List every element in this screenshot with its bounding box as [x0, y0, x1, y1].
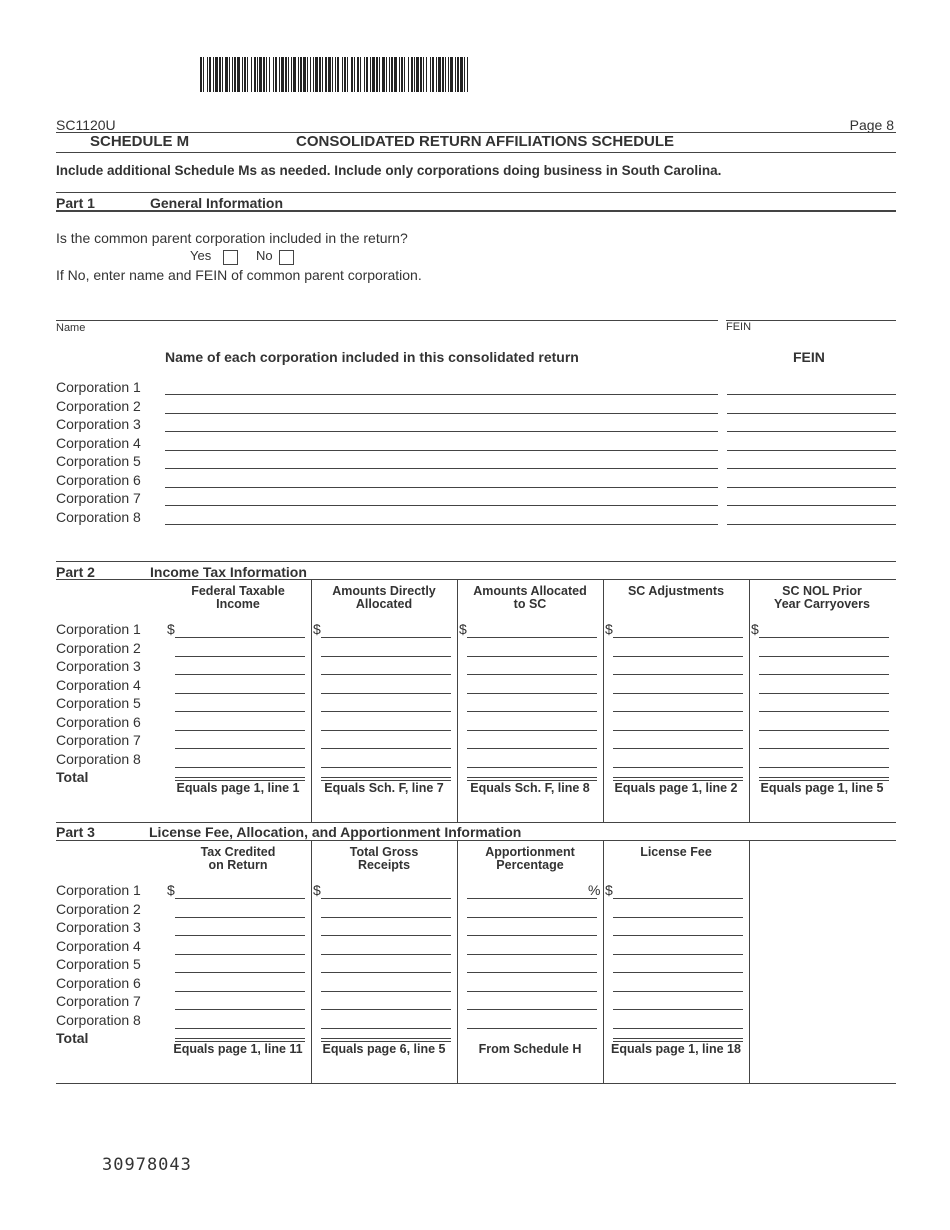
barcode-bar [357, 57, 359, 92]
barcode-bar [335, 57, 336, 92]
amount-line[interactable] [321, 656, 451, 657]
column-header-line1: Tax Credited [200, 845, 276, 859]
barcode-bar [213, 57, 214, 92]
column-header-line1: Total Gross [349, 845, 419, 859]
barcode-bar [460, 57, 463, 92]
corporation-label: Corporation 6 [56, 713, 141, 730]
barcode-bar [455, 57, 456, 92]
column-header-line2: on Return [208, 858, 268, 872]
corporation-name-line[interactable] [165, 524, 718, 525]
corporation-fein-line[interactable] [727, 468, 896, 469]
barcode-bar [404, 57, 405, 92]
amount-line[interactable] [321, 693, 451, 694]
barcode-bar [288, 57, 289, 92]
barcode-bar [386, 57, 387, 92]
corporation-fein-line[interactable] [727, 394, 896, 395]
barcode-bar [423, 57, 424, 92]
corporation-label: Corporation 3 [56, 658, 141, 674]
part1-label: Part 1 [56, 195, 95, 211]
amount-line[interactable] [613, 693, 743, 694]
barcode-bar [269, 57, 270, 92]
schedule-title: CONSOLIDATED RETURN AFFILIATIONS SCHEDULE [296, 133, 675, 150]
amount-line[interactable] [613, 898, 743, 899]
barcode-bar [467, 57, 468, 92]
corp-list-heading: Name of each corporation included in this consolidated return [165, 349, 579, 365]
amount-line[interactable] [613, 972, 743, 973]
barcode-bar [279, 57, 280, 92]
barcode-bar [203, 57, 204, 92]
header-bottom-rule [56, 152, 896, 153]
total-line[interactable] [175, 1038, 305, 1039]
barcode-bar [391, 57, 393, 92]
barcode-bar [298, 57, 299, 92]
barcode-bar [351, 57, 353, 92]
barcode-bar [347, 57, 348, 92]
barcode-bar [319, 57, 321, 92]
barcode-bar [426, 57, 427, 92]
amount-line[interactable] [321, 1028, 451, 1029]
barcode-bar [372, 57, 375, 92]
barcode-bar [215, 57, 218, 92]
dollar-sign: $ [751, 621, 759, 637]
barcode-bar [370, 57, 371, 92]
amount-line[interactable] [175, 693, 305, 694]
amount-line[interactable] [759, 730, 889, 731]
corporation-label: Corporation 8 [56, 750, 141, 767]
amount-line[interactable] [175, 1009, 305, 1010]
barcode-bar [376, 57, 378, 92]
total-line[interactable] [175, 777, 305, 778]
column-footnote: Equals Sch. F, line 8 [470, 781, 590, 795]
part3-bottom-rule [56, 1083, 896, 1084]
barcode-bar [300, 57, 302, 92]
barcode-bar [303, 57, 306, 92]
barcode-bar [225, 57, 228, 92]
barcode-bar [411, 57, 413, 92]
corporation-label: Corporation 1 [56, 379, 141, 395]
instruction-text: Include additional Schedule Ms as needed. Include only corporations doing business in South Carolina. [56, 163, 722, 178]
corporation-name-line[interactable] [165, 505, 718, 506]
amount-line[interactable] [759, 748, 889, 749]
amount-line[interactable] [321, 1009, 451, 1010]
amount-line[interactable] [467, 693, 597, 694]
corporation-label: Corporation 8 [56, 508, 141, 525]
form-id: SC1120U [56, 117, 116, 133]
barcode-bar [364, 57, 365, 92]
total-line[interactable] [613, 777, 743, 778]
part1-top-rule [56, 192, 896, 193]
amount-line[interactable] [321, 674, 451, 675]
column-header-line2: Income [216, 597, 260, 611]
page-number: Page 8 [849, 117, 894, 133]
barcode-bar [401, 57, 403, 92]
total-line[interactable] [321, 777, 451, 778]
amount-line[interactable] [175, 656, 305, 657]
corporation-label: Corporation 5 [56, 453, 141, 469]
amount-line[interactable] [759, 711, 889, 712]
amount-line[interactable] [175, 898, 305, 899]
amount-line[interactable] [613, 656, 743, 657]
dollar-sign: $ [605, 882, 613, 898]
corporation-label: Corporation 5 [56, 695, 141, 711]
amount-line[interactable] [467, 767, 597, 768]
column-footnote: Equals page 1, line 2 [614, 781, 738, 795]
amount-line[interactable] [467, 991, 597, 992]
column-footnote: From Schedule H [478, 1042, 582, 1056]
part3-header-rule [56, 840, 896, 841]
dollar-sign: $ [313, 621, 321, 637]
amount-line[interactable] [467, 1028, 597, 1029]
no-checkbox[interactable] [279, 250, 294, 265]
if-no-text: If No, enter name and FEIN of common parent corporation. [56, 267, 422, 283]
barcode-bar [457, 57, 459, 92]
amount-line[interactable] [759, 656, 889, 657]
barcode-bar [232, 57, 233, 92]
column-footnote: Equals page 1, line 1 [176, 781, 300, 795]
corporation-label: Corporation 7 [56, 732, 141, 748]
part1-title: General Information [150, 195, 284, 211]
barcode-bar [414, 57, 415, 92]
barcode-bar [389, 57, 390, 92]
parent-question: Is the common parent corporation included in the return? [56, 230, 408, 246]
amount-line[interactable] [321, 711, 451, 712]
part3-label: Part 3 [56, 824, 95, 840]
part2-title: Income Tax Information [150, 564, 307, 580]
barcode-bar [420, 57, 422, 92]
barcode-bar [442, 57, 444, 92]
barcode-bar [416, 57, 419, 92]
column-header-line1: SC NOL Prior [782, 584, 862, 598]
amount-line[interactable] [321, 767, 451, 768]
corporation-label: Corporation 4 [56, 937, 141, 954]
part3-title: License Fee, Allocation, and Apportionment Information [149, 824, 522, 840]
barcode [200, 57, 470, 92]
corporation-label: Corporation 2 [56, 639, 141, 656]
barcode-bar [382, 57, 385, 92]
corporation-label: Corporation 3 [56, 416, 141, 432]
total-label: Total [56, 1030, 89, 1046]
yes-label: Yes [190, 248, 212, 263]
barcode-bar [328, 57, 331, 92]
amount-line[interactable] [613, 711, 743, 712]
amount-line[interactable] [175, 711, 305, 712]
column-header-line2: to SC [513, 597, 547, 611]
amount-line[interactable] [613, 767, 743, 768]
total-label: Total [56, 769, 89, 785]
amount-line[interactable] [613, 1009, 743, 1010]
parent-name-line[interactable] [56, 320, 718, 321]
amount-line[interactable] [467, 972, 597, 973]
column-footnote: Equals page 1, line 18 [611, 1042, 741, 1056]
barcode-bar [432, 57, 434, 92]
amount-line[interactable] [175, 991, 305, 992]
barcode-bar [448, 57, 449, 92]
column-header-line1: Amounts Directly [332, 584, 436, 598]
part3-top-rule [56, 822, 896, 823]
amount-line[interactable] [175, 767, 305, 768]
amount-line[interactable] [613, 917, 743, 918]
column-header-line1: SC Adjustments [627, 584, 725, 598]
barcode-bar [254, 57, 256, 92]
dollar-sign: $ [167, 621, 175, 637]
barcode-bar [259, 57, 262, 92]
corporation-label: Corporation 1 [56, 621, 141, 637]
amount-line[interactable] [467, 917, 597, 918]
column-footnote: Equals page 1, line 5 [760, 781, 884, 795]
column-header-line2: Percentage [496, 858, 564, 872]
corporation-label: Corporation 7 [56, 993, 141, 1009]
amount-line[interactable] [759, 767, 889, 768]
amount-line[interactable] [175, 972, 305, 973]
schedule-label: SCHEDULE M [90, 133, 190, 150]
amount-line[interactable] [321, 917, 451, 918]
amount-line[interactable] [613, 935, 743, 936]
barcode-bar [237, 57, 240, 92]
amount-line[interactable] [321, 748, 451, 749]
corporation-label: Corporation 2 [56, 900, 141, 917]
corporation-label: Corporation 3 [56, 919, 141, 935]
corporation-label: Corporation 1 [56, 882, 141, 898]
dollar-sign: $ [313, 882, 321, 898]
barcode-bar [251, 57, 252, 92]
barcode-bar [234, 57, 236, 92]
barcode-bar [291, 57, 292, 92]
barcode-bar [325, 57, 327, 92]
corporation-fein-line[interactable] [727, 431, 896, 432]
corporation-fein-line[interactable] [727, 450, 896, 451]
barcode-bar [344, 57, 346, 92]
corporation-name-line[interactable] [165, 394, 718, 395]
amount-line[interactable] [321, 898, 451, 899]
amount-line[interactable] [613, 954, 743, 955]
corporation-fein-line[interactable] [727, 505, 896, 506]
barcode-bar [438, 57, 441, 92]
part2-top-rule [56, 561, 896, 562]
corporation-name-line[interactable] [165, 450, 718, 451]
total-line[interactable] [759, 777, 889, 778]
corporation-fein-line[interactable] [727, 487, 896, 488]
corporation-name-line[interactable] [165, 487, 718, 488]
percent-sign: % [588, 882, 601, 898]
amount-line[interactable] [175, 674, 305, 675]
amount-line[interactable] [321, 972, 451, 973]
column-header-line2: Allocated [355, 597, 413, 611]
barcode-bar [399, 57, 400, 92]
corporation-label: Corporation 4 [56, 676, 141, 693]
column-header-line1: Federal Taxable [191, 584, 285, 598]
header-top-rule [56, 132, 896, 133]
amount-line[interactable] [175, 1028, 305, 1029]
footer-code: 30978043 [102, 1155, 192, 1175]
dollar-sign: $ [167, 882, 175, 898]
barcode-bar [310, 57, 311, 92]
column-header-line1: Amounts Allocated [473, 584, 587, 598]
corporation-fein-line[interactable] [727, 413, 896, 414]
barcode-bar [360, 57, 361, 92]
barcode-bar [263, 57, 265, 92]
corporation-label: Corporation 4 [56, 434, 141, 451]
column-header-line2: Year Carryovers [774, 597, 870, 611]
barcode-bar [285, 57, 287, 92]
barcode-bar [207, 57, 208, 92]
barcode-bar [332, 57, 333, 92]
part2-header-rule [56, 579, 896, 580]
dollar-sign: $ [605, 621, 613, 637]
column-footnote: Equals page 6, line 5 [322, 1042, 446, 1056]
barcode-bar [436, 57, 437, 92]
barcode-bar [244, 57, 246, 92]
amount-line[interactable] [175, 954, 305, 955]
corporation-label: Corporation 6 [56, 471, 141, 488]
yes-checkbox[interactable] [223, 250, 238, 265]
barcode-bar [200, 57, 202, 92]
corporation-name-line[interactable] [165, 468, 718, 469]
corporation-name-line[interactable] [165, 413, 718, 414]
amount-line[interactable] [613, 730, 743, 731]
amount-line[interactable] [175, 637, 305, 638]
amount-line[interactable] [759, 637, 889, 638]
column-header-line1: License Fee [640, 845, 712, 859]
barcode-bar [464, 57, 465, 92]
column-header-line2: Receipts [357, 858, 411, 872]
amount-line[interactable] [467, 674, 597, 675]
amount-line[interactable] [321, 730, 451, 731]
barcode-bar [354, 57, 355, 92]
column-footnote: Equals Sch. F, line 7 [324, 781, 444, 795]
barcode-bar [273, 57, 274, 92]
amount-line[interactable] [321, 637, 451, 638]
amount-line[interactable] [175, 917, 305, 918]
column-header-line1: Apportionment [485, 845, 575, 859]
amount-line[interactable] [321, 935, 451, 936]
column-footnote: Equals page 1, line 11 [173, 1042, 303, 1056]
barcode-bar [293, 57, 296, 92]
barcode-bar [337, 57, 339, 92]
amount-line[interactable] [321, 991, 451, 992]
amount-line[interactable] [467, 898, 597, 899]
corporation-label: Corporation 7 [56, 490, 141, 506]
barcode-bar [315, 57, 318, 92]
amount-line[interactable] [759, 693, 889, 694]
amount-line[interactable] [467, 711, 597, 712]
amount-line[interactable] [467, 730, 597, 731]
barcode-bar [394, 57, 397, 92]
amount-line[interactable] [467, 748, 597, 749]
amount-line[interactable] [175, 730, 305, 731]
corporation-name-line[interactable] [165, 431, 718, 432]
column-divider [749, 840, 750, 1083]
total-line[interactable] [321, 1038, 451, 1039]
barcode-bar [209, 57, 211, 92]
fein-caption: FEIN [726, 321, 752, 333]
barcode-bar [307, 57, 308, 92]
barcode-bar [313, 57, 314, 92]
barcode-bar [322, 57, 323, 92]
amount-line[interactable] [467, 954, 597, 955]
total-line[interactable] [467, 777, 597, 778]
amount-line[interactable] [759, 674, 889, 675]
amount-line[interactable] [613, 637, 743, 638]
amount-line[interactable] [613, 991, 743, 992]
barcode-bar [222, 57, 223, 92]
barcode-bar [408, 57, 409, 92]
corp-list-fein-heading: FEIN [793, 349, 825, 365]
barcode-bar [242, 57, 243, 92]
corporation-fein-line[interactable] [727, 524, 896, 525]
barcode-bar [366, 57, 368, 92]
part1-bottom-rule [56, 210, 896, 212]
no-label: No [256, 248, 273, 263]
barcode-bar [450, 57, 453, 92]
corporation-label: Corporation 8 [56, 1011, 141, 1028]
corporation-label: Corporation 5 [56, 956, 141, 972]
corporation-label: Corporation 6 [56, 974, 141, 991]
dollar-sign: $ [459, 621, 467, 637]
amount-line[interactable] [467, 935, 597, 936]
amount-line[interactable] [613, 1028, 743, 1029]
corporation-label: Corporation 2 [56, 397, 141, 414]
barcode-bar [445, 57, 446, 92]
barcode-bar [342, 57, 343, 92]
amount-line[interactable] [467, 1009, 597, 1010]
amount-line[interactable] [321, 954, 451, 955]
barcode-bar [229, 57, 230, 92]
amount-line[interactable] [467, 637, 597, 638]
parent-fein-line[interactable] [726, 320, 896, 321]
barcode-bar [257, 57, 258, 92]
amount-line[interactable] [175, 748, 305, 749]
amount-line[interactable] [613, 674, 743, 675]
barcode-bar [219, 57, 221, 92]
barcode-bar [247, 57, 248, 92]
barcode-bar [266, 57, 267, 92]
barcode-bar [281, 57, 284, 92]
part2-label: Part 2 [56, 564, 95, 580]
name-caption: Name [56, 322, 86, 334]
amount-line[interactable] [467, 656, 597, 657]
barcode-bar [430, 57, 431, 92]
barcode-bar [275, 57, 277, 92]
barcode-bar [379, 57, 380, 92]
amount-line[interactable] [613, 748, 743, 749]
amount-line[interactable] [175, 935, 305, 936]
total-line[interactable] [613, 1038, 743, 1039]
